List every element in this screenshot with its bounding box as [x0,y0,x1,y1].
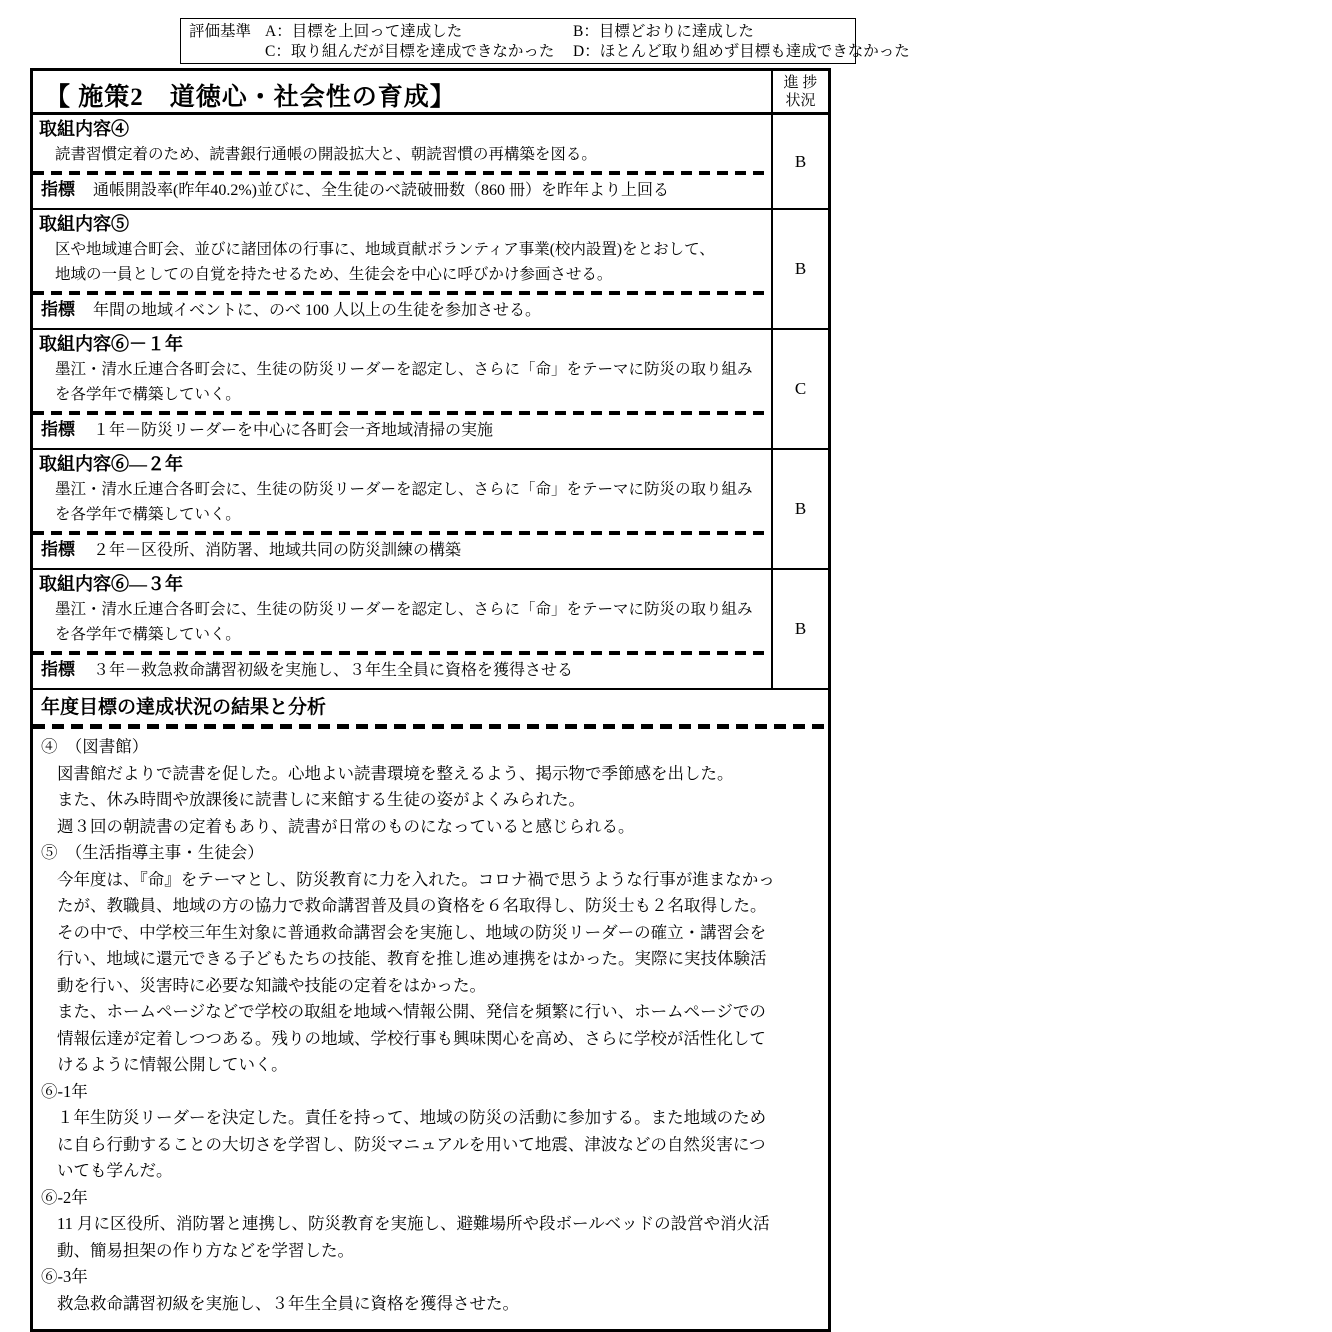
indicator-label: 指標 [41,420,75,439]
analysis-line: 11 月に区役所、消防署と連携し、防災教育を実施し、避難場所や段ボールベッドの設営や消火活 [57,1214,770,1233]
analysis-line: 救急救命講習初級を実施し、３年生全員に資格を獲得させた。 [57,1293,519,1313]
indicator-text: 通帳開設率(昨年40.2%)並びに、全生徒のべ読破冊数（860 冊）を昨年より上回る [93,182,669,199]
indicator-text: 年間の地域イベントに、のべ 100 人以上の生徒を参加させる。 [93,302,542,319]
description-line: 墨江・清水丘連合各町会に、生徒の防災リーダーを認定し、さらに「命」をテーマに防災の取り組み [55,481,753,498]
description-line: 墨江・清水丘連合各町会に、生徒の防災リーダーを認定し、さらに「命」をテーマに防災の取り組み [55,361,753,378]
indicator-text: ２年－区役所、消防署、地域共同の防災訓練の構築 [93,542,462,559]
initiative-header: 取組内容④ [39,119,129,139]
indicator-text: １年－防災リーダーを中心に各町会一斉地域清掃の実施 [93,422,494,439]
analysis-line: また、休み時間や放課後に読書しに来館する生徒の姿がよくみられた。 [57,790,585,809]
initiative-content [33,115,771,208]
initiative-header: 取組内容⑥―２年 [39,454,183,474]
analysis-line: いても学んだ。 [57,1161,173,1180]
initiative-sections [33,115,828,690]
analysis-line: ⑤ （生活指導主事・生徒会） [41,843,264,862]
analysis-line: 行い、地域に還元できる子どもたちの技能、教育を推し進め連携をはかった。実際に実技体験活 [57,949,767,968]
progress-status-value: C [771,330,828,448]
indicator-label: 指標 [41,660,75,679]
initiative-header: 取組内容⑥―３年 [39,574,183,594]
initiative-description [33,141,771,171]
analysis-line: ⑥-3年 [41,1267,88,1286]
analysis-line: たが、教職員、地域の方の協力で救命講習普及員の資格を６名取得し、防災士も２名取得した。 [57,896,767,915]
analysis-line: １年生防災リーダーを決定した。責任を持って、地域の防災の活動に参加する。また地域のため [57,1108,767,1127]
criteria-label: 評価基準 [189,23,252,40]
analysis-line: その中で、中学校三年生対象に普通救命講習会を実施し、地域の防災リーダーの確立・講習会を [57,922,767,942]
initiative-content [33,570,771,688]
initiative-section [33,330,828,450]
indicator-row [33,655,771,688]
analysis-line: 図書館だよりで読書を促した。心地よい読書環境を整えるよう、掲示物で季節感を出した。 [57,763,734,783]
progress-status-value: B [771,115,828,208]
analysis-line: に自ら行動することの大切さを学習し、防災マニュアルを用いて地震、津波などの自然災害につ [57,1134,766,1154]
analysis-line: 動、簡易担架の作り方などを学習した。 [57,1240,354,1260]
description-line: 読書習慣定着のため、読書銀行通帳の開設拡大と、朝読習慣の再構築を図る。 [55,146,597,163]
indicator-row [33,535,771,568]
description-line: を各学年で構築していく。 [55,506,241,523]
description-line: 区や地域連合町会、並びに諸団体の行事に、地域貢献ボランティア事業(校内設置)をとおして、 [55,241,715,258]
analysis-line: 情報伝達が定着しつつある。残りの地域、学校行事も興味関心を高め、さらに学校が活性化して [57,1028,766,1048]
analysis-line: けるように情報公開していく。 [57,1055,288,1074]
initiative-section [33,570,828,690]
initiative-content [33,210,771,328]
analysis-section [33,690,828,1329]
criteria-item-b: B：目標どおりに達成した [573,23,754,40]
indicator-row [33,295,771,328]
initiative-description [33,356,771,411]
policy-title: 【 施策2 道徳心・社会性の育成】 [45,84,456,111]
progress-header-line2: 状況 [785,92,816,109]
description-line: を各学年で構築していく。 [55,386,241,403]
analysis-line: 今年度は、『命』をテーマとし、防災教育に力を入れた。コロナ禍で思うような行事が進まなかっ [57,869,775,889]
initiative-header: 取組内容⑤ [39,214,129,234]
policy-table [30,68,831,1332]
analysis-line: ⑥-1年 [41,1081,88,1101]
initiative-header: 取組内容⑥－１年 [39,334,183,354]
initiative-content [33,450,771,568]
criteria-item-c: C：取り組んだが目標を達成できなかった [265,43,555,60]
progress-header-line1: 進 捗 [783,74,818,91]
analysis-line: ④ （図書館） [41,737,149,756]
initiative-section [33,450,828,570]
progress-status-value: B [771,570,828,688]
analysis-line: また、ホームページなどで学校の取組を地域へ情報公開、発信を頻繁に行い、ホームページでの [57,1002,766,1021]
initiative-description [33,476,771,531]
evaluation-criteria-box [180,18,910,64]
description-line: 墨江・清水丘連合各町会に、生徒の防災リーダーを認定し、さらに「命」をテーマに防災の取り組み [55,601,753,618]
criteria-item-d: D：ほとんど取り組めず目標も達成できなかった [573,43,910,60]
indicator-label: 指標 [41,180,75,199]
initiative-section [33,210,828,330]
analysis-body [33,729,828,1329]
criteria-item-a: A：目標を上回って達成した [265,23,463,40]
indicator-text: ３年－救急救命講習初級を実施し、３年生全員に資格を獲得させる [93,662,574,679]
analysis-line: ⑥-2年 [41,1187,88,1207]
policy-header-row [33,71,828,115]
progress-status-value: B [771,210,828,328]
indicator-label: 指標 [41,540,75,559]
initiative-description [33,236,771,291]
initiative-content [33,330,771,448]
initiative-section [33,115,828,210]
analysis-line: 動を行い、災害時に必要な知識や技能の定着をはかった。 [57,975,486,995]
initiative-description [33,596,771,651]
description-line: を各学年で構築していく。 [55,626,241,643]
description-line: 地域の一員としての自覚を持たせるため、生徒会を中心に呼びかけ参画させる。 [55,266,613,283]
progress-status-value: B [771,450,828,568]
analysis-title: 年度目標の達成状況の結果と分析 [41,697,327,718]
progress-status-header [771,71,828,112]
analysis-line: 週３回の朝読書の定着もあり、読書が日常のものになっていると感じられる。 [57,816,635,836]
indicator-label: 指標 [41,300,75,319]
criteria-grid [265,22,910,61]
indicator-row [33,175,771,208]
indicator-row [33,415,771,448]
